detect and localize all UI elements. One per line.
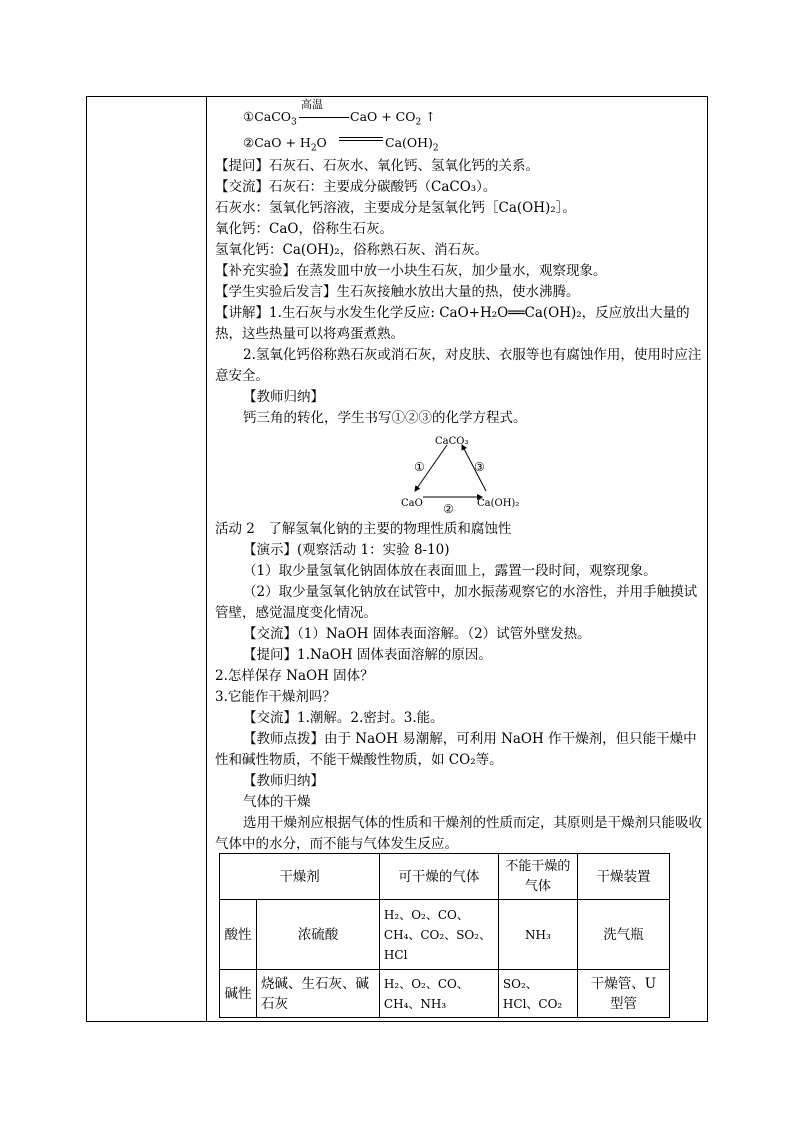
equation-2-reactant: CaO + H xyxy=(254,135,311,150)
lesson-content xyxy=(215,100,705,855)
row-base-type: 碱性 xyxy=(220,970,257,1018)
table-row xyxy=(220,900,670,970)
equation-2-text: ②CaO + $H_2O$ xyxy=(243,135,327,154)
row-acid-cannot: NH₃ xyxy=(498,900,577,970)
equation-2-line-bottom xyxy=(339,140,383,141)
equation-1-number: ① xyxy=(243,109,255,124)
header-agent: 干燥剂 xyxy=(220,854,380,900)
student-speech: 【学生实验后发言】生石灰接触水放出大量的热，使水沸腾。 xyxy=(215,284,580,300)
equation-1-products-wrap: CaO + $CO_2$ ↑ xyxy=(350,109,436,128)
row-acid-can: H₂、O₂、CO、CH₄、CO₂、SO₂、HCl xyxy=(379,900,498,970)
demo-heading: 【演示】(观察活动 1：实验 8-10) xyxy=(243,542,450,558)
header-device: 干燥装置 xyxy=(577,854,669,900)
row-acid-agent: 浓硫酸 xyxy=(257,900,380,970)
header-cannot-dry: 不能干燥的气体 xyxy=(498,854,577,900)
row-base-can: H₂、O₂、CO、CH₄、NH₃ xyxy=(379,970,498,1018)
triangle-top-label: CaCO₃ xyxy=(435,436,469,447)
demo-step-2: （2）取少量氢氧化钠放在试管中，加水振荡观察它的水溶性，并用手触摸试管壁，感觉温度变化情况。 xyxy=(215,584,698,621)
equation-2-line-top xyxy=(339,137,383,138)
question-1: 【提问】石灰石、石灰水、氧化钙、氢氧化钙的关系。 xyxy=(215,158,539,174)
drying-principle: 选用干燥剂应根据气体的性质和干燥剂的性质而定，其原则是干燥剂只能吸收气体中的水分，而不能与气体发生反应。 xyxy=(215,815,702,852)
row-acid-type: 酸性 xyxy=(220,900,257,970)
triangle-number-1: ① xyxy=(414,460,425,474)
teacher-tip: 【教师点拨】由于 NaOH 易潮解，可利用 NaOH 作干燥剂，但只能干燥中性和碱性物质，不能干燥酸性物质，如 CO₂等。 xyxy=(215,731,697,768)
exchange-2: 【交流】（1）NaOH 固体表面溶解。（2）试管外壁发热。 xyxy=(243,626,591,642)
triangle-number-2: ② xyxy=(443,502,454,516)
triangle-intro: 钙三角的转化，学生书写①②③的化学方程式。 xyxy=(243,410,527,426)
row-base-cannot: SO₂、HCl、CO₂ xyxy=(498,970,577,1018)
table-row xyxy=(220,970,670,1018)
triangle-left-label: CaO xyxy=(401,498,423,509)
teacher-summary-2: 【教师归纳】 xyxy=(243,773,324,789)
lecture-2: 2.氢氧化钙俗称熟石灰或消石灰，对皮肤、衣服等也有腐蚀作用，使用时应注意安全。 xyxy=(215,347,702,384)
row-acid-device: 洗气瓶 xyxy=(577,900,669,970)
row-base-device: 干燥管、U 型管 xyxy=(577,970,669,1018)
column-divider xyxy=(206,96,207,1022)
calcium-triangle-diagram xyxy=(215,429,705,519)
equation-2-product-wrap: $Ca(OH)_2$ xyxy=(385,135,439,154)
supplement-experiment: 【补充实验】在蒸发皿中放一小块生石灰，加少量水，观察现象。 xyxy=(215,263,607,279)
exchange-3: 【交流】1.潮解。2.密封。3.能。 xyxy=(243,710,444,726)
equation-2 xyxy=(215,126,705,152)
teacher-summary-1: 【教师归纳】 xyxy=(243,389,324,405)
demo-step-1: （1）取少量氢氧化钠固体放在表面皿上，露置一段时间，观察现象。 xyxy=(243,563,657,579)
equation-2-product: Ca(OH) xyxy=(385,135,433,150)
lime-water-line: 石灰水：氢氧化钙溶液，主要成分是氢氧化钙［Ca(OH)₂］。 xyxy=(215,200,576,216)
question-2: 【提问】1.NaOH 固体表面溶解的原因。 xyxy=(243,647,492,663)
question-2c: 3.它能作干燥剂吗？ xyxy=(215,689,336,705)
equation-1-condition: 高温 xyxy=(301,98,323,111)
gas-drying-title: 气体的干燥 xyxy=(243,794,311,810)
equation-2-reactant-o: O xyxy=(316,135,327,150)
caoh2-line: 氢氧化钙：Ca(OH)₂，俗称熟石灰、消石灰。 xyxy=(215,242,489,258)
cao-line: 氧化钙：CaO，俗称生石灰。 xyxy=(215,221,393,237)
activity-2-title: 活动 2 了解氢氧化钠的主要的物理性质和腐蚀性 xyxy=(215,521,512,537)
lecture-1: 【讲解】1.生石灰与水发生化学反应: CaO+H₂O══Ca(OH)₂，反应放出大量的热，这些热量可以将鸡蛋煮熟。 xyxy=(215,305,690,342)
equation-2-number: ② xyxy=(243,135,255,150)
table-header-row xyxy=(220,854,670,900)
triangle-number-3: ③ xyxy=(474,460,485,474)
equation-1-products: CaO + CO xyxy=(350,109,416,124)
exchange-1: 【交流】石灰石：主要成分碳酸钙（CaCO₃）。 xyxy=(215,179,497,195)
triangle-right-label: Ca(OH)₂ xyxy=(477,498,520,509)
question-2b: 2.怎样保存 NaOH 固体？ xyxy=(215,668,374,684)
equation-1 xyxy=(215,100,705,126)
drying-agent-table xyxy=(219,853,670,1018)
equation-1-line xyxy=(299,117,349,118)
row-base-agent: 烧碱、生石灰、碱石灰 xyxy=(257,970,380,1018)
header-can-dry: 可干燥的气体 xyxy=(379,854,498,900)
equation-1-reactant: CaCO xyxy=(254,109,292,124)
equation-1-text: ①CaCO$_3$ xyxy=(243,109,297,128)
